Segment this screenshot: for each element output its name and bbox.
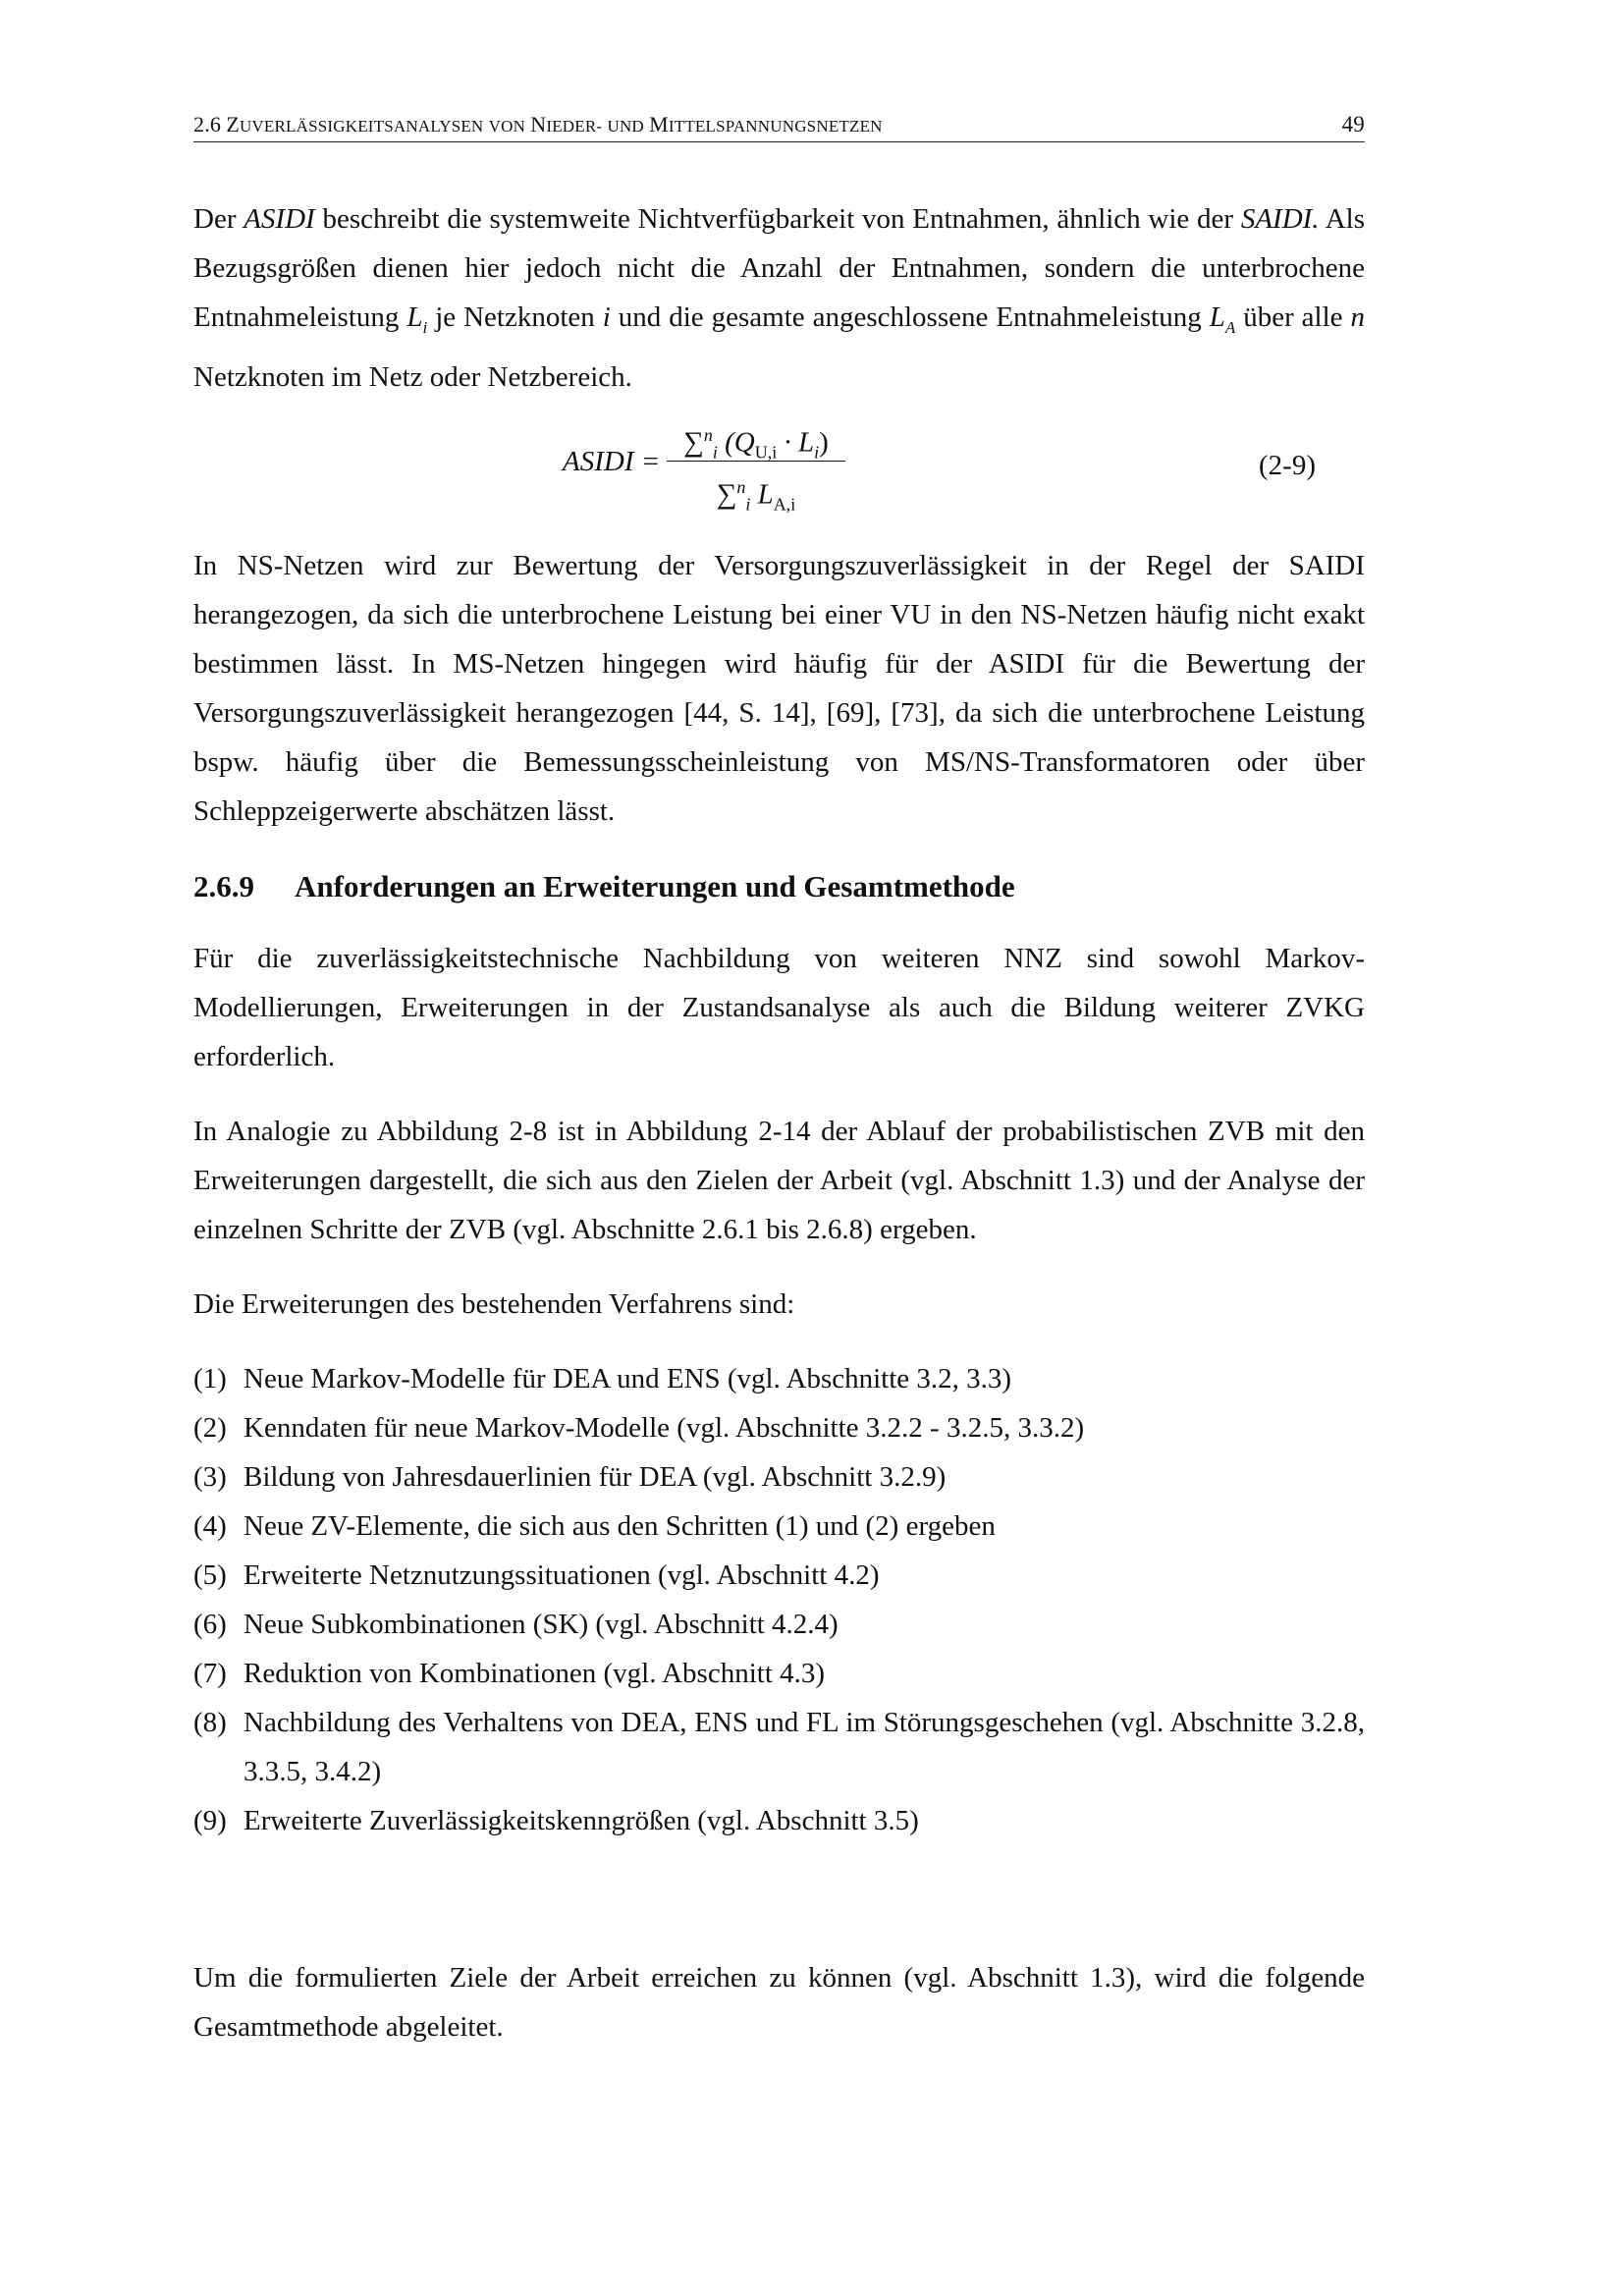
section-title: Anforderungen an Erweiterungen und Gesamtmethode (295, 868, 1015, 903)
l-subscript: A,i (773, 494, 796, 515)
term-saidi: SAIDI. (1240, 203, 1320, 235)
symbol-subscript: i (422, 317, 428, 337)
paragraph-analogy: In Analogie zu Abbildung 2-8 ist in Abbildung 2-14 der Ablauf der probabilistischen ZVB mit den Erweiterungen dargestellt, die sich aus den Zielen der Arbeit (vgl. Abschnitt 1.3) und der Analyse der einzelnen Schritte der ZVB (vgl. Abschnitte 2.6.1 bis 2.6.8) ergeben. (193, 1115, 1365, 1245)
symbol-L: L (406, 301, 423, 333)
page-number: 49 (1341, 112, 1365, 137)
equation-number: (2-9) (1259, 449, 1316, 481)
sum-index: i (745, 494, 751, 515)
q-subscript: U,i (754, 442, 778, 463)
paragraph-list-intro: Die Erweiterungen des bestehenden Verfahrens sind: (193, 1287, 795, 1320)
list-item (193, 1403, 1365, 1452)
list-text: Erweiterte Netznutzungssituationen (vgl. Abschnitt 4.2) (244, 1558, 880, 1591)
symbol-subscript: A (1224, 317, 1236, 337)
equation-numerator (667, 413, 845, 463)
list-number: (3) (193, 1460, 227, 1493)
text-run: Netzknoten im Netz oder Netzbereich. (193, 360, 632, 393)
numerator-q: (Q (717, 426, 755, 459)
list-item (193, 1796, 1365, 1845)
list-number: (7) (193, 1657, 227, 1689)
list-text: Erweiterte Zuverlässigkeitskenngrößen (vgl. Abschnitt 3.5) (244, 1804, 919, 1836)
symbol-i: i (602, 301, 611, 333)
extensions-list (193, 1354, 1365, 1845)
paragraph-conclusion: Um die formulierten Ziele der Arbeit erreichen zu können (vgl. Abschnitt 1.3), wird die folgende Gesamtmethode abgeleitet. (193, 1961, 1365, 2043)
list-number: (4) (193, 1509, 227, 1542)
paragraph-ns-ms: In NS-Netzen wird zur Bewertung der Versorgungszuverlässigkeit in der Regel der SAIDI herangezogen, da sich die unterbrochene Leistung bei einer VU in den NS-Netzen häufig nicht exakt bestimmen lässt. In MS-Netzen hingegen wird häufig für der ASIDI für die Bewertung der Versorgungszuverlässigkeit herangezogen [44, S. 14], [69], [73], da sich die unterbrochene Leistung bspw. häufig über die Bemessungsscheinleistung von MS/NS-Transformatoren oder über Schleppzeigerwerte abschätzen lässt. (193, 549, 1365, 827)
list-text: Kenndaten für neue Markov-Modelle (vgl. Abschnitte 3.2.2 - 3.2.5, 3.3.2) (244, 1411, 1085, 1444)
list-text: Nachbildung des Verhaltens von DEA, ENS und FL im Störungsgeschehen (vgl. Abschnitte 3.2.8, 3.3.5, 3.4.2) (244, 1706, 1365, 1787)
denominator-l: L (750, 478, 774, 511)
list-text: Neue Markov-Modelle für DEA und ENS (vgl. Abschnitte 3.2, 3.3) (244, 1362, 1012, 1394)
list-item (193, 1502, 1365, 1551)
text-run: je Netzknoten (427, 301, 603, 333)
page-body (193, 194, 1365, 2051)
list-number: (8) (193, 1706, 227, 1738)
numerator-close: ) (819, 426, 829, 459)
running-header (193, 112, 1365, 142)
equation-lhs: ASIDI = (563, 445, 661, 477)
chapter-title: 2.6 ZUVERLÄSSIGKEITSANALYSEN VON NIEDER- UND MITTELSPANNUNGSNETZEN (193, 112, 883, 137)
equation-asidi (193, 413, 1365, 515)
list-item (193, 1600, 1365, 1649)
sum-upper-limit: n (736, 476, 746, 497)
text-run: Der (193, 203, 244, 235)
list-number: (9) (193, 1804, 227, 1836)
list-item (193, 1698, 1365, 1796)
symbol-L: L (1209, 301, 1225, 333)
list-text: Neue ZV-Elemente, die sich aus den Schritten (1) und (2) ergeben (244, 1509, 996, 1542)
list-number: (2) (193, 1411, 227, 1444)
text-run: Als Bezugsgrößen dienen hier jedoch nicht die Anzahl der Entnahmen, sondern die unterbrochene Entnahmeleistung (193, 203, 1365, 333)
numerator-l: · L (777, 426, 815, 459)
equation-denominator (667, 465, 845, 515)
equation-fraction (667, 413, 845, 515)
list-number: (5) (193, 1558, 227, 1591)
section-number: 2.6.9 (193, 868, 254, 903)
running-header-title (193, 112, 883, 137)
symbol-n: n (1350, 301, 1366, 333)
list-text: Neue Subkombinationen (SK) (vgl. Abschnitt 4.2.4) (244, 1608, 839, 1640)
term-asidi: ASIDI (244, 203, 315, 235)
list-item (193, 1649, 1365, 1698)
sum-symbol: ∑ (716, 478, 737, 511)
list-text: Reduktion von Kombinationen (vgl. Abschnitt 4.3) (244, 1657, 826, 1689)
paragraph-requirements: Für die zuverlässigkeitstechnische Nachbildung von weiteren NNZ sind sowohl Markov-Modellierungen, Erweiterungen in der Zustandsanalyse als auch die Bildung weiterer ZVKG erforderlich. (193, 942, 1365, 1072)
list-item (193, 1354, 1365, 1403)
text-run: beschreibt die systemweite Nichtverfügbarkeit von Entnahmen, ähnlich wie der (314, 203, 1241, 235)
sum-symbol: ∑ (683, 426, 704, 459)
text-run: und die gesamte angeschlossene Entnahmeleistung (610, 301, 1210, 333)
list-number: (1) (193, 1362, 227, 1394)
list-text: Bildung von Jahresdauerlinien für DEA (vgl. Abschnitt 3.2.9) (244, 1460, 947, 1493)
section-heading (193, 869, 1365, 904)
list-item (193, 1452, 1365, 1502)
sum-index: i (712, 442, 718, 463)
l-subscript: i (814, 442, 820, 463)
list-number: (6) (193, 1608, 227, 1640)
paragraph-asidi-definition (193, 194, 1365, 402)
text-run: über alle (1235, 301, 1351, 333)
list-item (193, 1551, 1365, 1600)
sum-upper-limit: n (703, 424, 713, 445)
